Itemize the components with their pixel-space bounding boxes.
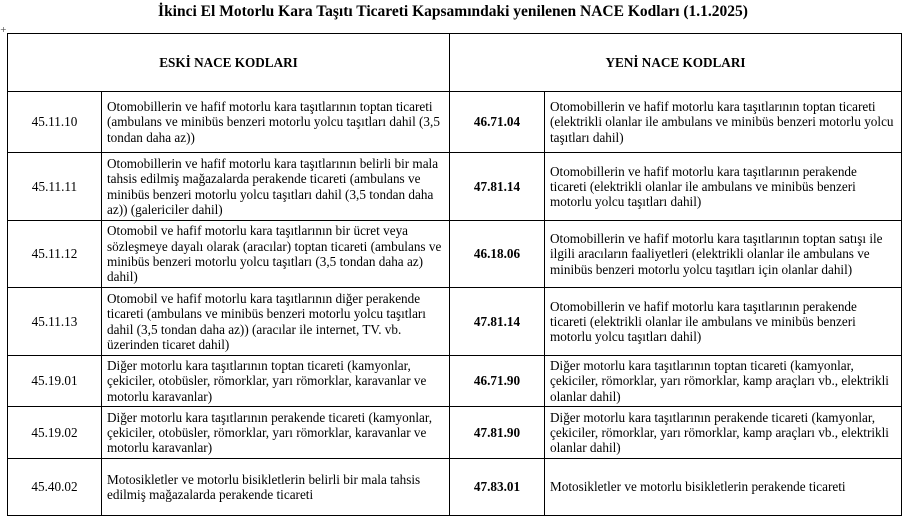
table-row <box>8 221 902 288</box>
old-code-cell: 45.11.11 <box>8 153 102 221</box>
old-code-cell: 45.11.13 <box>8 288 102 356</box>
old-description-cell: Otomobillerin ve hafif motorlu kara taşıtlarının toptan ticareti (ambulans ve minibüs benzeri motorlu yolcu taşıtları dahil (3,5 tondan daha az)) <box>102 92 450 153</box>
header-new-nace: YENİ NACE KODLARI <box>450 34 902 92</box>
old-description-cell: Otomobillerin ve hafif motorlu kara taşıtlarının belirli bir mala tahsis edilmiş mağazalarda perakende ticareti (ambulans ve minibüs benzeri motorlu yolcu taşıtları dahil (3,5 tondan daha az)) (galericiler dahil) <box>102 153 450 221</box>
new-description-cell: Otomobillerin ve hafif motorlu kara taşıtlarının toptan ticareti (elektrikli olanlar ile ambulans ve minibüs benzeri motorlu yolcu taşıtları dahil) <box>545 92 902 153</box>
new-code-cell: 46.71.04 <box>450 92 545 153</box>
old-description-cell: Diğer motorlu kara taşıtlarının perakende ticareti (kamyonlar, çekiciler, otobüsler, römorklar, yarı römorklar, karavanlar ve motorlu karavanlar) <box>102 407 450 459</box>
new-code-cell: 47.81.14 <box>450 153 545 221</box>
new-description-cell: Diğer motorlu kara taşıtlarının toptan ticareti (kamyonlar, çekiciler, römorklar, yarı römorklar, kamp araçları vb., elektrikli olanlar dahil) <box>545 356 902 407</box>
old-code-cell: 45.11.10 <box>8 92 102 153</box>
old-description-cell: Otomobil ve hafif motorlu kara taşıtlarının bir ücret veya sözleşmeye dayalı olarak (aracılar) toptan ticareti (ambulans ve minibüs benzeri motorlu yolcu taşıtları (3,5 tondan daha az) dahil) <box>102 221 450 288</box>
old-description-cell: Motosikletler ve motorlu bisikletlerin belirli bir mala tahsis edilmiş mağazalarda perakende ticareti <box>102 459 450 516</box>
new-description-cell: Otomobillerin ve hafif motorlu kara taşıtlarının perakende ticareti (elektrikli olanlar ile ambulans ve minibüs benzeri motorlu yolcu taşıtları dahil) <box>545 153 902 221</box>
header-old-nace: ESKİ NACE KODLARI <box>8 34 450 92</box>
table-row <box>8 356 902 407</box>
old-code-cell: 45.40.02 <box>8 459 102 516</box>
table-row <box>8 288 902 356</box>
new-description-cell: Motosikletler ve motorlu bisikletlerin perakende ticareti <box>545 459 902 516</box>
old-description-cell: Otomobil ve hafif motorlu kara taşıtlarının diğer perakende ticareti (ambulans ve minibüs benzeri motorlu yolcu taşıtları dahil (3,5 tondan daha az)) (aracılar ile internet, TV. vb. üzerinden ticaret dahil) <box>102 288 450 356</box>
new-code-cell: 47.81.90 <box>450 407 545 459</box>
new-description-cell: Otomobillerin ve hafif motorlu kara taşıtlarının toptan satışı ile ilgili aracıların faaliyetleri (elektrikli olanlar ile ambulans ve minibüs benzeri motorlu yolcu taşıtları için olanlar dahil) <box>545 221 902 288</box>
new-code-cell: 46.18.06 <box>450 221 545 288</box>
new-code-cell: 47.81.14 <box>450 288 545 356</box>
new-code-cell: 47.83.01 <box>450 459 545 516</box>
table-row <box>8 153 902 221</box>
table-header-row <box>8 34 902 92</box>
new-description-cell: Otomobillerin ve hafif motorlu kara taşıtlarının perakende ticareti (elektrikli olanlar ile ambulans ve minibüs benzeri motorlu yolcu taşıtları dahil) <box>545 288 902 356</box>
document-title: İkinci El Motorlu Kara Taşıtı Ticareti Kapsamındaki yenilenen NACE Kodları (1.1.2025) <box>158 3 748 20</box>
table-row <box>8 459 902 516</box>
old-code-cell: 45.19.02 <box>8 407 102 459</box>
new-code-cell: 46.71.90 <box>450 356 545 407</box>
old-description-cell: Diğer motorlu kara taşıtlarının toptan ticareti (kamyonlar, çekiciler, otobüsler, römorklar, yarı römorklar, karavanlar ve motorlu karavanlar) <box>102 356 450 407</box>
old-code-cell: 45.19.01 <box>8 356 102 407</box>
nace-code-table <box>7 33 902 516</box>
table-row <box>8 92 902 153</box>
table-move-handle-icon[interactable]: + <box>0 25 7 34</box>
old-code-cell: 45.11.12 <box>8 221 102 288</box>
table-row <box>8 407 902 459</box>
new-description-cell: Diğer motorlu kara taşıtlarının perakende ticareti (kamyonlar, çekiciler, römorklar, yarı römorklar, kamp araçları vb., elektrikli olanlar dahil) <box>545 407 902 459</box>
